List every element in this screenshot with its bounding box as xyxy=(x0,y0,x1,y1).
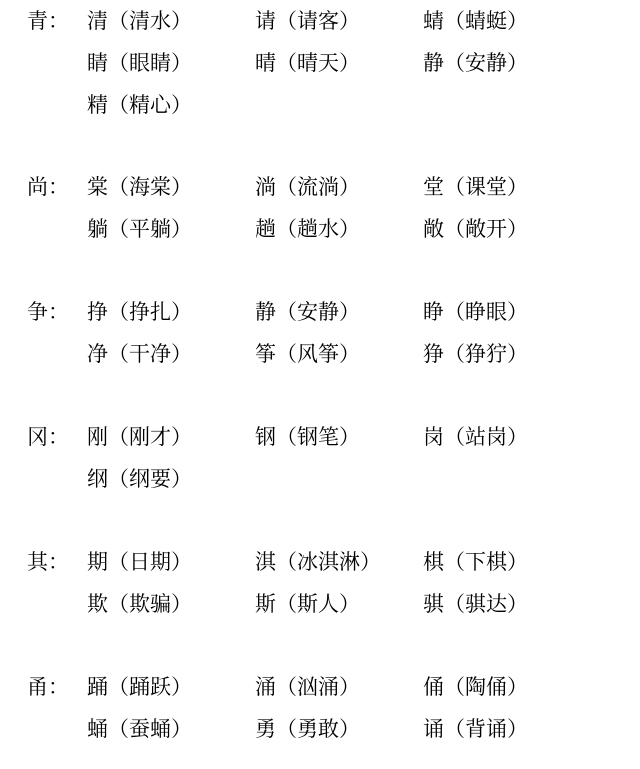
word-entry: 挣（挣扎） xyxy=(87,300,192,324)
word-entry: 勇（勇敢） xyxy=(255,717,360,741)
radical-label: 尚： xyxy=(27,175,69,199)
radical-label: 青： xyxy=(27,9,69,33)
word-row xyxy=(0,583,640,625)
word-entry: 刚（刚才） xyxy=(87,425,192,449)
word-entry: 岗（站岗） xyxy=(423,425,528,449)
radical-label: 其： xyxy=(27,550,69,574)
word-entry: 蜻（蜻蜓） xyxy=(423,9,528,33)
word-entry: 涌（汹涌） xyxy=(255,675,360,699)
word-entry: 狰（狰狞） xyxy=(423,342,528,366)
word-row xyxy=(0,666,640,708)
word-entry: 棠（海棠） xyxy=(87,175,192,199)
word-entry: 趟（趟水） xyxy=(255,217,360,241)
radical-label: 争： xyxy=(27,300,69,324)
word-row xyxy=(0,541,640,583)
radical-group-yong xyxy=(0,666,640,750)
word-row xyxy=(0,333,640,375)
word-entry: 晴（晴天） xyxy=(255,51,360,75)
word-row xyxy=(0,84,640,126)
word-entry: 斯（斯人） xyxy=(255,592,360,616)
word-entry: 诵（背诵） xyxy=(423,717,528,741)
word-row xyxy=(0,208,640,250)
word-entry: 蛹（蚕蛹） xyxy=(87,717,192,741)
radical-group-gang xyxy=(0,416,640,500)
word-row xyxy=(0,42,640,84)
word-entry: 请（请客） xyxy=(255,9,360,33)
word-entry: 堂（课堂） xyxy=(423,175,528,199)
radical-group-qi xyxy=(0,541,640,625)
word-entry: 钢（钢笔） xyxy=(255,425,360,449)
word-row xyxy=(0,708,640,750)
word-entry: 淇（冰淇淋） xyxy=(255,550,381,574)
word-entry: 敞（敞开） xyxy=(423,217,528,241)
word-entry: 踊（踊跃） xyxy=(87,675,192,699)
radical-label: 甬： xyxy=(27,675,69,699)
word-entry: 净（干净） xyxy=(87,342,192,366)
word-entry: 筝（风筝） xyxy=(255,342,360,366)
word-row xyxy=(0,166,640,208)
word-entry: 淌（流淌） xyxy=(255,175,360,199)
word-entry: 纲（纲要） xyxy=(87,467,192,491)
word-entry: 欺（欺骗） xyxy=(87,592,192,616)
word-entry: 躺（平躺） xyxy=(87,217,192,241)
word-entry: 骐（骐达） xyxy=(423,592,528,616)
radical-group-qing xyxy=(0,0,640,126)
radical-group-shang xyxy=(0,166,640,250)
word-entry: 静（安静） xyxy=(255,300,360,324)
word-entry: 清（清水） xyxy=(87,9,192,33)
word-row xyxy=(0,416,640,458)
radical-group-zheng xyxy=(0,291,640,375)
word-entry: 俑（陶俑） xyxy=(423,675,528,699)
word-entry: 睁（睁眼） xyxy=(423,300,528,324)
word-row xyxy=(0,458,640,500)
word-entry: 静（安静） xyxy=(423,51,528,75)
radical-label: 冈： xyxy=(27,425,69,449)
word-row xyxy=(0,291,640,333)
word-entry: 棋（下棋） xyxy=(423,550,528,574)
word-row xyxy=(0,0,640,42)
word-entry: 期（日期） xyxy=(87,550,192,574)
word-entry: 睛（眼睛） xyxy=(87,51,192,75)
word-entry: 精（精心） xyxy=(87,93,192,117)
